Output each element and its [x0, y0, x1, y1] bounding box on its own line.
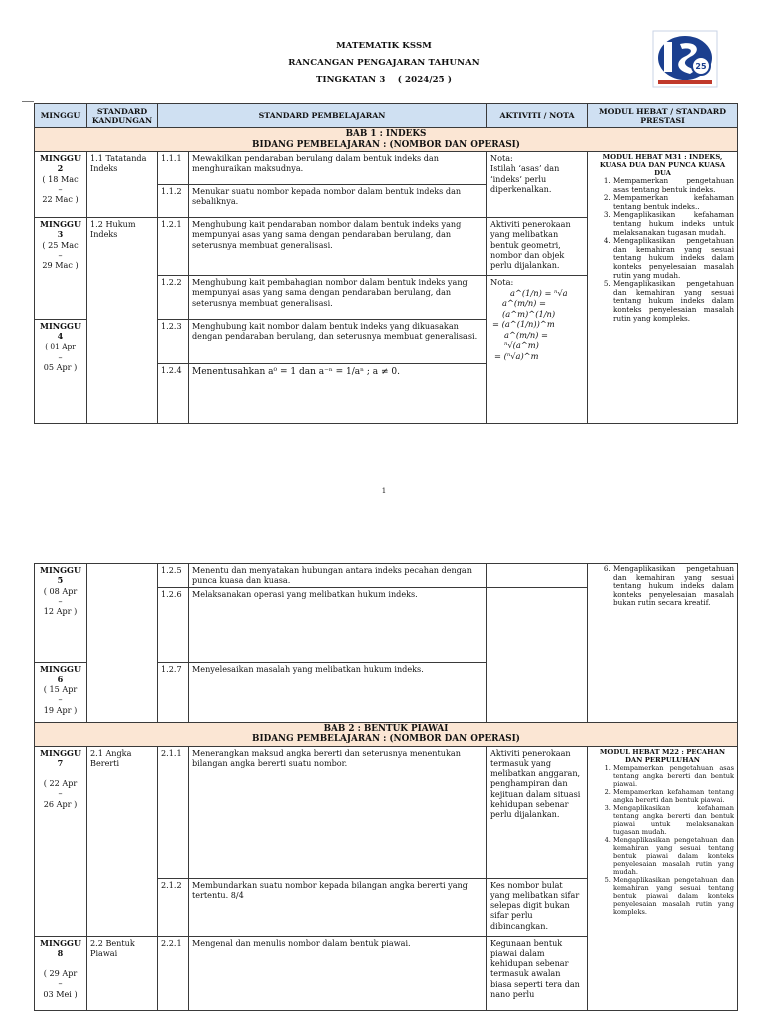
sp-num-2-2-1: 2.2.1 — [158, 936, 189, 1010]
week-2: MINGGU 2 ( 18 Mac – 22 Mac ) — [35, 152, 87, 218]
modul-m22-item-1: 1. Mempamerkan pengetahuan asas tentang angka bererti dan bentuk piawai. — [613, 764, 734, 788]
sp-text-1-2-2: Menghubung kait pembahagian nombor dalam bentuk indeks yang mempunyai asas yang sama dengan pendaraban berulang, dan seterusnya membuat generalisasi. — [189, 276, 487, 320]
week-3: MINGGU 3 ( 25 Mac – 29 Mac ) — [35, 218, 87, 320]
chapter2-field: BIDANG PEMBELAJARAN : (NOMBOR DAN OPERASI) — [252, 734, 520, 745]
col-aktiviti: AKTIVITI / NOTA — [487, 104, 588, 128]
sp-text-2-1-1: Menerangkan maksud angka bererti dan seterusnya menentukan bilangan angka bererti suatu nombor. — [189, 746, 487, 878]
week-5: MINGGU 5 ( 08 Apr – 12 Apr ) — [35, 564, 87, 663]
sp-text-1-2-7: Menyelesaikan masalah yang melibatkan hukum indeks. — [189, 662, 487, 722]
school-logo — [652, 30, 718, 88]
sp-num-1-1-1: 1.1.1 — [158, 152, 189, 185]
sp-num-2-1-2: 2.1.2 — [158, 878, 189, 936]
chapter2-band — [35, 722, 738, 746]
sk-2-1: 2.1 Angka Bererti — [87, 746, 158, 936]
sp-num-1-2-2: 1.2.2 — [158, 276, 189, 320]
modul-m22-item-3: 3. Mengaplikasikan kefahaman tentang angka bererti dan bentuk piawai untuk melaksanakan tugasan mudah. — [613, 804, 734, 836]
doc-form-year: TINGKATAN 3 ( 2024/25 ) — [315, 75, 453, 85]
lesson-table-page1 — [34, 103, 738, 424]
formula-label: Nota: — [490, 277, 514, 287]
logo-number: 25 — [695, 62, 707, 71]
chapter1-field: BIDANG PEMBELAJARAN : (NOMBOR DAN OPERASI) — [252, 139, 520, 150]
formula-4: a^(m/n) = ⁿ√(a^m) — [504, 329, 548, 350]
doc-title: MATEMATIK KSSM — [336, 41, 432, 51]
aktiviti-blank-1-2-6 — [487, 587, 588, 722]
doc-subtitle: RANCANGAN PENGAJARAN TAHUNAN — [288, 58, 480, 68]
aktiviti-1-2-1: Aktiviti penerokaan yang melibatkan bentuk geometri, nombor dan objek perlu dijalankan. — [487, 218, 588, 276]
sk-blank-1-2-cont — [87, 564, 158, 723]
sp-text-1-2-4: Menentusahkan a⁰ = 1 dan a⁻ⁿ = 1/aⁿ ; a ≠ 0. — [189, 364, 487, 424]
sp-text-1-2-6: Melaksanakan operasi yang melibatkan hukum indeks. — [189, 587, 487, 662]
week-8: MINGGU 8 ( 29 Apr – 03 Mei ) — [35, 936, 87, 1010]
sp-num-1-1-2: 1.1.2 — [158, 185, 189, 218]
sp-num-1-2-7: 1.2.7 — [158, 662, 189, 722]
formula-2: a^(m/n) = (a^m)^(1/n) — [502, 298, 556, 319]
sk-1-1: 1.1 Tatatanda Indeks — [87, 152, 158, 218]
formula-5: = (ⁿ√a)^m — [494, 350, 539, 361]
modul-m31-item-6: 6. Mengaplikasikan pengetahuan dan kemahiran yang sesuai tentang hukum indeks dalam konteks penyelesaian masalah bukan rutin secara kreatif. — [613, 565, 734, 608]
sp-text-1-1-2: Menukar suatu nombor kepada nombor dalam bentuk indeks dan sebaliknya. — [189, 185, 487, 218]
sp-text-1-1-1: Mewakilkan pendaraban berulang dalam bentuk indeks dan menghuraikan maksudnya. — [189, 152, 487, 185]
modul-m22-title: MODUL HEBAT M22 : PECAHAN DAN PERPULUHAN — [599, 747, 726, 764]
modul-hebat-m31-cont — [588, 564, 738, 723]
aktiviti-2-1-1: Aktiviti penerokaan termasuk yang melibatkan anggaran, penghampiran dan kejituan dalam situasi kehidupan sebenar perlu dijalankan. — [487, 746, 588, 878]
sk-2-2: 2.2 Bentuk Piawai — [87, 936, 158, 1010]
lesson-table-page2 — [34, 563, 738, 1011]
aktiviti-blank-1-2-5 — [487, 564, 588, 588]
sp-text-1-2-1: Menghubung kait pendaraban nombor dalam bentuk indeks yang mempunyai asas yang sama dengan pendaraban berulang, dan seterusnya membuat generalisasi. — [189, 218, 487, 276]
sp-num-1-2-3: 1.2.3 — [158, 320, 189, 364]
modul-m31-item-4: 4. Mengaplikasikan pengetahuan dan kemahiran yang sesuai tentang hukum indeks dalam konteks penyelesaian masalah rutin yang mudah. — [613, 237, 734, 280]
aktiviti-2-2-1: Kegunaan bentuk piawai dalam kehidupan sebenar termasuk awalan biasa seperti tera dan nano perlu — [487, 936, 588, 1010]
sp-text-2-2-1: Mengenal dan menulis nombor dalam bentuk piawai. — [189, 936, 487, 1010]
formula-3: = (a^(1/n))^m — [492, 319, 555, 329]
chapter2-title: BAB 2 : BENTUK PIAWAI — [323, 723, 449, 734]
sp-num-1-2-6: 1.2.6 — [158, 587, 189, 662]
chapter1-band — [35, 128, 738, 152]
modul-hebat-m31 — [588, 152, 738, 424]
col-modul: MODUL HEBAT / STANDARD PRESTASI — [588, 104, 738, 128]
aktiviti-2-1-2: Kes nombor bulat yang melibatkan sifar selepas digit bukan sifar perlu dibincangkan. — [487, 878, 588, 936]
sp-text-1-2-3: Menghubung kait nombor dalam bentuk indeks yang dikuasakan dengan pendaraban berulang, dan seterusnya membuat generalisasi. — [189, 320, 487, 364]
modul-m31-item-1: 1. Mempamerkan pengetahuan asas tentang bentuk indeks. — [613, 177, 734, 194]
modul-m22-item-2: 2. Mempamerkan kefahaman tentang angka bererti dan bentuk piawai. — [613, 788, 734, 804]
week-4: MINGGU 4 ( 01 Apr – 05 Apr ) — [35, 320, 87, 424]
sp-text-2-1-2: Membundarkan suatu nombor kepada bilangan angka bererti yang tertentu. 8/4 — [189, 878, 487, 936]
week-6: MINGGU 6 ( 15 Apr – 19 Apr ) — [35, 662, 87, 722]
week-7: MINGGU 7 ( 22 Apr – 26 Apr ) — [35, 746, 87, 936]
sp-num-2-1-1: 2.1.1 — [158, 746, 189, 878]
modul-hebat-m22 — [588, 746, 738, 1010]
formula-1: a^(1/n) = ⁿ√a — [510, 287, 568, 298]
sp-num-1-2-1: 1.2.1 — [158, 218, 189, 276]
col-standard-pembelajaran: STANDARD PEMBELAJARAN — [158, 104, 487, 128]
sp-num-1-2-5: 1.2.5 — [158, 564, 189, 588]
modul-m31-item-5: 5. Mengaplikasikan pengetahuan dan kemahiran yang sesuai tentang hukum indeks dalam konteks penyelesaian masalah rutin yang kompleks. — [613, 280, 734, 323]
page-number: 1 — [381, 487, 387, 495]
aktiviti-nota-formulas — [487, 276, 588, 424]
margin-mark — [22, 101, 34, 102]
sk-1-2: 1.2 Hukum Indeks — [87, 218, 158, 424]
modul-m31-item-2: 2. Mempamerkan kefahaman tentang bentuk indeks.. — [613, 194, 734, 211]
modul-m22-item-5: 5. Mengaplikasikan pengetahuan dan kemahiran yang sesuai tentang bentuk piawai dalam konteks penyelesaian masalah rutin yang kompleks. — [613, 876, 734, 916]
modul-m31-item-3: 3. Mengaplikasikan kefahaman tentang hukum indeks untuk melaksanakan tugasan mudah. — [613, 211, 734, 237]
chapter1-title: BAB 1 : INDEKS — [345, 129, 427, 139]
col-minggu: MINGGU — [35, 104, 87, 128]
col-standard-kandungan: STANDARD KANDUNGAN — [87, 104, 158, 128]
sp-text-1-2-5: Menentu dan menyatakan hubungan antara indeks pecahan dengan punca kuasa dan kuasa. — [189, 564, 487, 588]
modul-m22-item-4: 4. Mengaplikasikan pengetahuan dan kemahiran yang sesuai tentang bentuk piawai dalam konteks penyelesaian masalah rutin yang mudah. — [613, 836, 734, 876]
modul-m31-title: MODUL HEBAT M31 : INDEKS, KUASA DUA DAN PUNCA KUASA DUA — [599, 153, 726, 177]
aktiviti-nota-1-1: Nota: Istilah ‘asas’ dan ‘indeks’ perlu diperkenalkan. — [487, 152, 588, 218]
sp-num-1-2-4: 1.2.4 — [158, 364, 189, 424]
